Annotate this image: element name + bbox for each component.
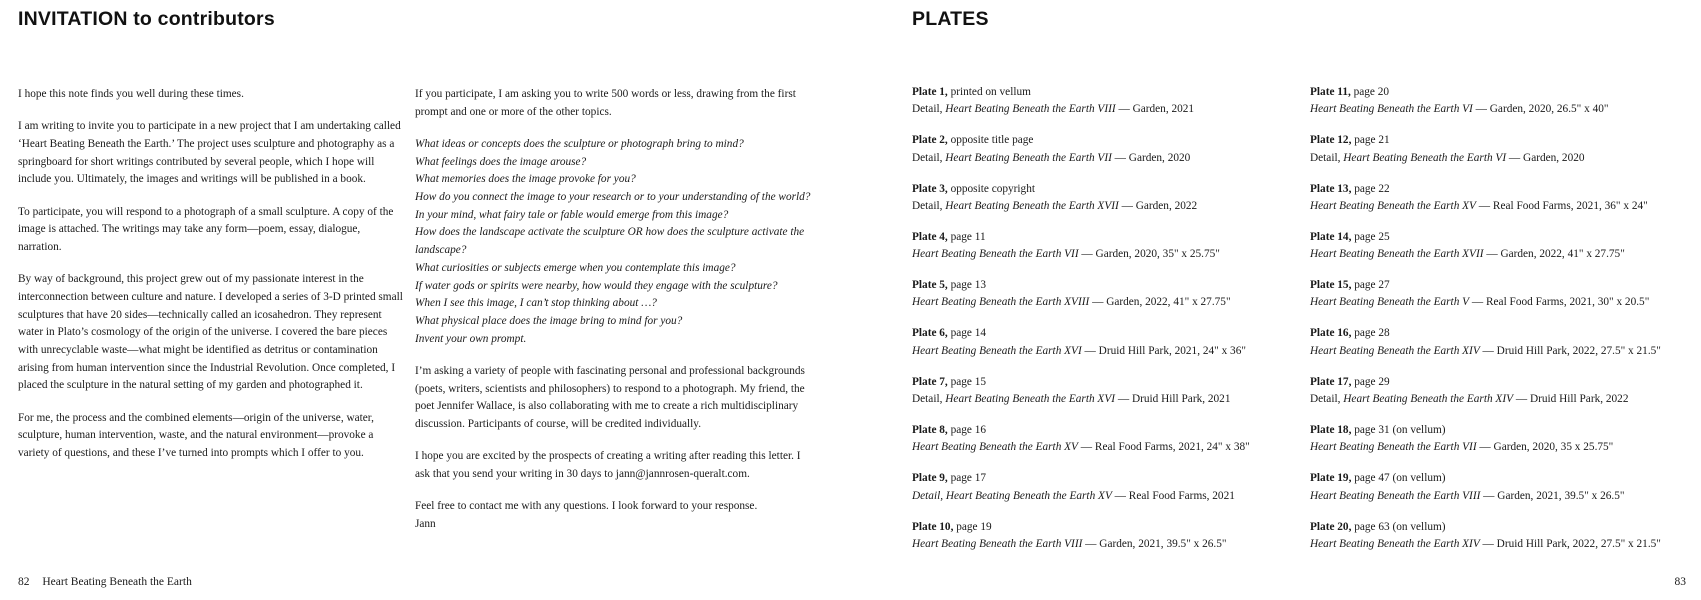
prompt-item: How does the landscape activate the sculpture OR how does the sculpture activate the landscape? [415,226,805,257]
plate-number: Plate 5, [912,279,948,292]
plate-location: page 19 [953,520,992,533]
plate-location: page 13 [947,279,987,292]
plate-artwork-title: Heart Beating Beneath the Earth VIII [912,537,1083,550]
plate-caption-line [1310,439,1695,456]
plate-number: Plate 6, [912,327,948,340]
prompt-item: What ideas or concepts does the sculpture or photograph bring to mind? [415,137,744,150]
prompt-item: When I see this image, I can’t stop thinking about …? [415,297,657,310]
plate-artwork-info: — Real Food Farms, 2021, 30" x 20.5" [1469,296,1650,309]
plate-artwork-info: — Druid Hill Park, 2021, 24" x 36" [1081,344,1246,357]
plate-artwork-info: — Garden, 2021, 39.5" x 26.5" [1480,489,1625,502]
plate-location: printed on vellum [947,86,1031,98]
plate-heading-line [1310,422,1695,439]
plate-heading-line [912,470,1297,487]
plate-number: Plate 20, [1310,520,1352,533]
plate-artwork-info: — Druid Hill Park, 2022, 27.5" x 21.5" [1479,344,1661,357]
plate-caption-line [912,343,1297,360]
plate-number: Plate 18, [1310,424,1352,437]
plate-heading-line [912,229,1297,246]
plate-heading-line [1310,470,1695,487]
plate-entry [912,181,1297,229]
plate-detail-prefix: Detail, [912,103,946,116]
plate-artwork-info: — Druid Hill Park, 2022 [1513,393,1629,406]
plate-entry [1310,277,1695,325]
plate-entry [1310,84,1695,132]
plate-heading-line [1310,229,1695,246]
plate-artwork-info: — Garden, 2022, 41" x 27.75" [1089,296,1231,309]
plate-location: page 17 [947,472,987,485]
plate-artwork-title: Heart Beating Beneath the Earth VIII [945,103,1116,116]
plate-entry [912,470,1297,518]
plate-number: Plate 19, [1310,472,1352,485]
plate-location: page 21 [1351,134,1390,147]
plate-heading-line [1310,325,1695,342]
plate-artwork-title: Detail, Heart Beating Beneath the Earth XV [912,489,1112,502]
plate-caption-line [912,246,1297,263]
prompt-item: What physical place does the image bring to mind for you? [415,314,683,327]
plate-artwork-title: Heart Beating Beneath the Earth XIV [1310,537,1480,550]
plate-location: page 63 (on vellum) [1351,520,1446,533]
plate-location: page 47 (on vellum) [1351,472,1446,485]
plate-artwork-title: Heart Beating Beneath the Earth VIII [1310,489,1481,502]
plate-caption-line [912,391,1297,408]
running-title: Heart Beating Beneath the Earth [42,576,192,588]
plate-entry [912,519,1297,567]
plate-location: page 27 [1351,279,1390,292]
plate-location: page 25 [1351,230,1390,243]
left-footer [18,576,192,588]
plate-number: Plate 3, [912,182,948,195]
paragraph: I hope this note finds you well during these times. [18,88,244,100]
plate-heading-line [912,84,1297,101]
plate-caption-line [1310,294,1695,311]
paragraph: For me, the process and the combined elements—origin of the universe, water, sculpture, human intervention, waste, and the natural environment—provoke a variety of questions, and these I’ve turned into prompts which I offer to you. [18,411,374,459]
plate-artwork-title: Heart Beating Beneath the Earth VII [1310,441,1477,454]
plate-location: page 28 [1351,327,1390,340]
plate-entry [912,132,1297,180]
plate-artwork-info: — Druid Hill Park, 2021 [1115,393,1231,406]
plate-number: Plate 10, [912,520,954,533]
plate-heading-line [912,325,1297,342]
plate-number: Plate 14, [1310,230,1352,243]
plate-caption-line [912,150,1297,167]
plate-entry [1310,519,1695,567]
plate-caption-line [1310,536,1695,553]
prompt-item: What feelings does the image arouse? [415,155,587,168]
plate-number: Plate 8, [912,424,948,437]
page-number: 82 [18,576,30,588]
plate-artwork-info: — Garden, 2020 [1506,151,1585,164]
prompt-item: What memories does the image provoke for you? [415,173,636,186]
plate-artwork-title: Heart Beating Beneath the Earth VI [1310,103,1473,116]
invitation-column-2 [415,86,815,548]
prompt-list [415,136,815,348]
plate-artwork-title: Heart Beating Beneath the Earth XVI [912,344,1082,357]
plate-caption-line [912,536,1297,553]
plate-entry [912,374,1297,422]
plate-caption-line [912,439,1297,456]
plate-artwork-title: Heart Beating Beneath the Earth XIV [1343,393,1513,406]
left-page [0,0,850,600]
plate-location: page 31 (on vellum) [1351,424,1446,437]
plate-caption-line [1310,150,1695,167]
plate-location: page 22 [1351,182,1390,195]
plate-detail-prefix: Detail, [1310,393,1344,406]
plate-entry [912,229,1297,277]
plate-heading-line [912,181,1297,198]
plate-location: page 15 [947,375,987,388]
prompt-item: Invent your own prompt. [415,332,527,345]
paragraph: By way of background, this project grew out of my passionate interest in the interconnection between culture and nature. I developed a series of 3-D printed small sculptures that have 20 sides—technically called an icosahedron. They represent water in Plato’s cosmology of the origin of the universe. I covered the bare pieces with unrecyclable waste—what might be identified as detritus or contamination arising from human intervention since the Industrial Revolution. Once completed, I placed the sculpture in the natural setting of my garden and photographed it. [18,273,403,392]
plate-entry [1310,181,1695,229]
paragraph: I am writing to invite you to participate in a new project that I am undertaking called ‘Heart Beating Beneath the Earth.’ The project uses sculpture and photography as a springboard for short writings contributed by several people, which I hope will include you. Ultimately, the images and writings will be published in a book. [18,120,401,186]
plate-artwork-title: Heart Beating Beneath the Earth XVII [1310,248,1484,261]
plate-artwork-title: Heart Beating Beneath the Earth VII [912,248,1079,261]
plate-artwork-info: — Garden, 2020, 26.5" x 40" [1472,103,1609,116]
plate-number: Plate 17, [1310,375,1352,388]
plate-number: Plate 11, [1310,86,1351,98]
plate-number: Plate 12, [1310,134,1352,147]
plate-entry [912,84,1297,132]
plate-heading-line [912,132,1297,149]
plate-detail-prefix: Detail, [912,393,946,406]
plate-artwork-title: Heart Beating Beneath the Earth XVII [945,199,1119,212]
plate-entry [912,422,1297,470]
plate-heading-line [1310,132,1695,149]
plate-artwork-title: Heart Beating Beneath the Earth XV [912,441,1078,454]
plate-number: Plate 9, [912,472,948,485]
plate-caption-line [912,101,1297,118]
plate-entry [1310,374,1695,422]
plate-caption-line [912,198,1297,215]
page-number: 83 [1674,576,1686,588]
plate-caption-line [912,488,1297,505]
paragraph: To participate, you will respond to a photograph of a small sculpture. A copy of the image is attached. The writings may take any form—poem, essay, dialogue, narration. [18,205,394,253]
plates-column-1 [912,84,1297,567]
plate-caption-line [1310,391,1695,408]
plate-entry [1310,132,1695,180]
plate-caption-line [912,294,1297,311]
plate-artwork-info: — Real Food Farms, 2021, 24" x 38" [1077,441,1250,454]
plate-number: Plate 4, [912,230,948,243]
plate-entry [912,277,1297,325]
plate-caption-line [1310,343,1695,360]
plates-column-2 [1310,84,1695,567]
plate-location: page 16 [947,424,987,437]
plate-artwork-title: Heart Beating Beneath the Earth XV [1310,199,1476,212]
plate-number: Plate 13, [1310,182,1352,195]
plate-artwork-title: Heart Beating Beneath the Earth XVIII [912,296,1090,309]
plate-number: Plate 16, [1310,327,1352,340]
plate-artwork-info: — Garden, 2022 [1118,199,1198,212]
plate-location: page 29 [1351,375,1390,388]
prompt-item: If water gods or spirits were nearby, how would they engage with the sculpture? [415,279,778,292]
plate-detail-prefix: Detail, [912,151,946,164]
plate-number: Plate 15, [1310,279,1352,292]
plate-artwork-title: Heart Beating Beneath the Earth VII [945,151,1112,164]
invitation-column-1 [18,86,403,477]
plate-artwork-info: — Garden, 2022, 41" x 27.75" [1483,248,1625,261]
closing-text: Feel free to contact me with any questions. I look forward to your response. [415,500,758,513]
paragraph: I hope you are excited by the prospects of creating a writing after reading this letter. I ask that you send your writing in 30 days to jann@jannrosen-queralt.com. [415,450,801,480]
plate-heading-line [1310,277,1695,294]
plate-location: page 14 [947,327,987,340]
intro-paragraph: If you participate, I am asking you to write 500 words or less, drawing from the first prompt and one or more of the other topics. [415,88,796,118]
plate-heading-line [912,422,1297,439]
plate-artwork-title: Heart Beating Beneath the Earth VI [1343,151,1507,164]
plate-caption-line [1310,101,1695,118]
plate-location: page 20 [1350,86,1390,98]
invitation-heading: INVITATION to contributors [18,8,275,30]
plate-detail-prefix: Detail, [1310,151,1344,164]
plate-caption-line [1310,198,1695,215]
plate-entry [1310,470,1695,518]
plate-number: Plate 7, [912,375,948,388]
plate-artwork-info: — Real Food Farms, 2021 [1111,489,1235,502]
plate-location: opposite title page [947,134,1034,147]
plate-artwork-info: — Druid Hill Park, 2022, 27.5" x 21.5" [1479,537,1661,550]
closing-paragraph [415,498,815,533]
signature: Jann [415,517,436,530]
plate-heading-line [912,519,1297,536]
plate-caption-line [1310,246,1695,263]
plate-artwork-title: Heart Beating Beneath the Earth XVI [945,393,1115,406]
plate-artwork-info: — Garden, 2020, 35 x 25.75" [1476,441,1614,454]
plate-number: Plate 2, [912,134,948,147]
paragraph: I’m asking a variety of people with fascinating personal and professional backgrounds (poets, writers, scientists and philosophers) to respond to a photograph. My friend, the poet Jennifer Wallace, is also collaborating with me to create a rich multidisciplinary discussion. Participants of course, will be credited individually. [415,364,805,430]
plate-heading-line [912,374,1297,391]
prompt-item: In your mind, what fairy tale or fable would emerge from this image? [415,208,729,221]
plate-entry [1310,325,1695,373]
plate-detail-prefix: Detail, [912,199,946,212]
plate-artwork-info: — Garden, 2021, 39.5" x 26.5" [1082,537,1227,550]
plate-number: Plate 1, [912,86,948,98]
plate-location: page 11 [947,230,986,243]
plate-artwork-info: — Real Food Farms, 2021, 36" x 24" [1475,199,1648,212]
plate-caption-line [1310,488,1695,505]
prompt-item: What curiosities or subjects emerge when you contemplate this image? [415,261,736,274]
plate-entry [1310,422,1695,470]
plate-heading-line [1310,374,1695,391]
plate-artwork-info: — Garden, 2021 [1115,103,1195,116]
plate-heading-line [1310,84,1695,101]
plate-location: opposite copyright [947,182,1035,195]
prompt-item: How do you connect the image to your research or to your understanding of the world? [415,191,811,204]
plate-entry [912,325,1297,373]
plate-artwork-info: — Garden, 2020, 35" x 25.75" [1078,248,1220,261]
plate-artwork-title: Heart Beating Beneath the Earth XIV [1310,344,1480,357]
plate-heading-line [1310,181,1695,198]
plate-entry [1310,229,1695,277]
plate-artwork-title: Heart Beating Beneath the Earth V [1310,296,1470,309]
plate-heading-line [1310,519,1695,536]
plate-artwork-info: — Garden, 2020 [1111,151,1191,164]
plates-heading: PLATES [912,8,989,30]
plate-heading-line [912,277,1297,294]
